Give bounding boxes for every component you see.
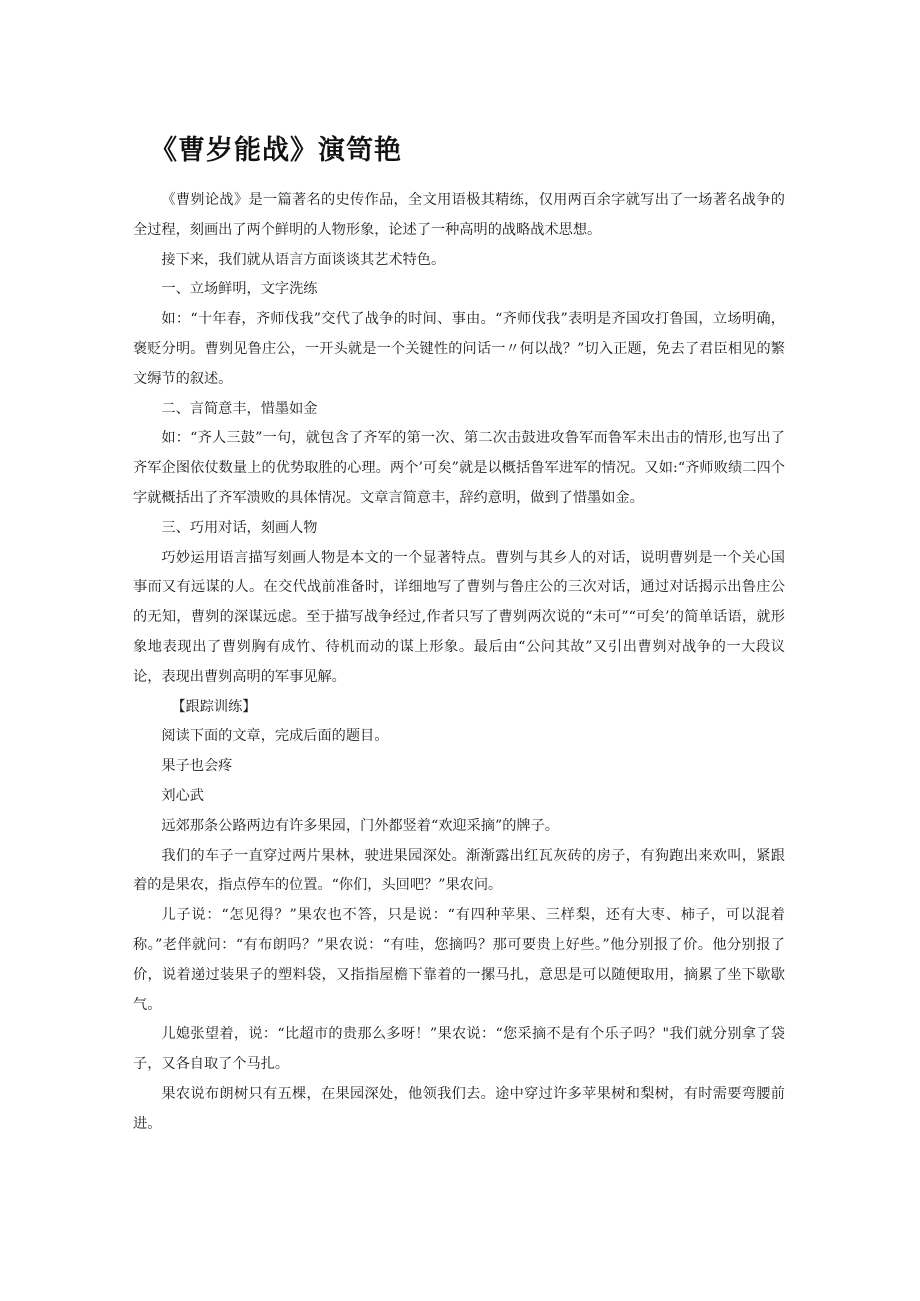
paragraph-section-2: 如：“齐人三鼓”一句，就包含了齐军的第一次、第二次击鼓进攻鲁军而鲁军未出击的情形,也写出了齐军企图依仗数量上的优势取胜的心理。两个’可矣”就是以概括鲁军进军的情况。又如:“齐师败绩二四个字就概括出了齐军溃败的具体情况。文章言简意丰，辞约意明，做到了惜墨如金。 (133, 430, 785, 506)
article-paragraph: 我们的车子一直穿过两片果林，驶进果园深处。渐渐露出红瓦灰砖的房子，有狗跑出来欢叫，紧跟着的是果农，指点停车的位置。“你们，头回吧？”果农问。 (133, 847, 785, 894)
section-heading-3: 三、巧用对话，刻画人物 (161, 519, 318, 536)
article-author: 刘心武 (161, 787, 204, 804)
article-paragraph: 远郊那条公路两边有许多果园，门外都竖着“欢迎采摘”的牌子。 (161, 817, 559, 834)
document-body (133, 186, 785, 1140)
paragraph-intro: 《曹刿论战》是一篇著名的史传作品，全文用语极其精练，仅用两百余字就写出了一场著名战争的全过程，刻画出了两个鲜明的人物形象，论述了一种高明的战略战术思想。 (133, 192, 785, 238)
exercise-heading: 【跟踪训练】 (171, 698, 257, 715)
exercise-instruction: 阅读下面的文章，完成后面的题目。 (161, 728, 389, 745)
article-paragraph: 儿媳张望着，说：“比超市的贵那么多呀！”果农说：“您采摘不是有个乐子吗？"我们就分别拿了袋子，又各自取了个马扎。 (133, 1026, 785, 1073)
paragraph-section-1: 如：“十年春，齐师伐我”交代了战争的时间、事由。“齐师伐我”表明是齐国攻打鲁国，立场明确，褒贬分明。曹刿见鲁庄公，一开头就是一个关键性的问话一〃何以战？”切入正题，免去了君臣相见的繁文缛节的叙述。 (133, 311, 785, 387)
article-title: 果子也会疼 (161, 758, 233, 775)
section-heading-2: 二、言简意丰，惜墨如金 (161, 400, 318, 417)
section-heading-1: 一、立场鲜明，文字洗练 (161, 281, 318, 298)
article-paragraph: 果农说布朗树只有五棵，在果园深处，他领我们去。途中穿过许多苹果树和梨树，有时需要弯腰前进。 (133, 1085, 785, 1132)
page-title: 《曹岁能战》演笥艳 (150, 135, 402, 166)
paragraph-section-3: 巧妙运用语言描写刻画人物是本文的一个显著特点。曹刿与其乡人的对话，说明曹刿是一个关心国事而又有远谋的人。在交代战前准备时，详细地写了曹刿与鲁庄公的三次对话，通过对话揭示出鲁庄公的无知，曹刿的深谋远虑。至于描写战争经过,作者只写了曹刿两次说的“未可”“可矣’的简单话语，就形象地表现出了曹刿胸有成竹、待机而动的谋上形象。最后由“公问其故”又引出曹刿对战争的一大段议论，表现出曹刿高明的军事见解。 (133, 549, 785, 685)
article-paragraph: 儿子说：“怎见得？”果农也不答，只是说：“有四种苹果、三样梨，还有大枣、柿子，可以混着称。”老伴就问：“有布朗吗？”果农说：“有哇，您摘吗？那可要贵上好些。”他分别报了价。他分别报了价，说着递过装果子的塑料袋，又指指屋檐下靠着的一摞马扎，意思是可以随便取用，摘累了坐下歇歇气。 (133, 907, 785, 1013)
paragraph-transition: 接下来，我们就从语言方面谈谈其艺术特色。 (161, 251, 446, 268)
